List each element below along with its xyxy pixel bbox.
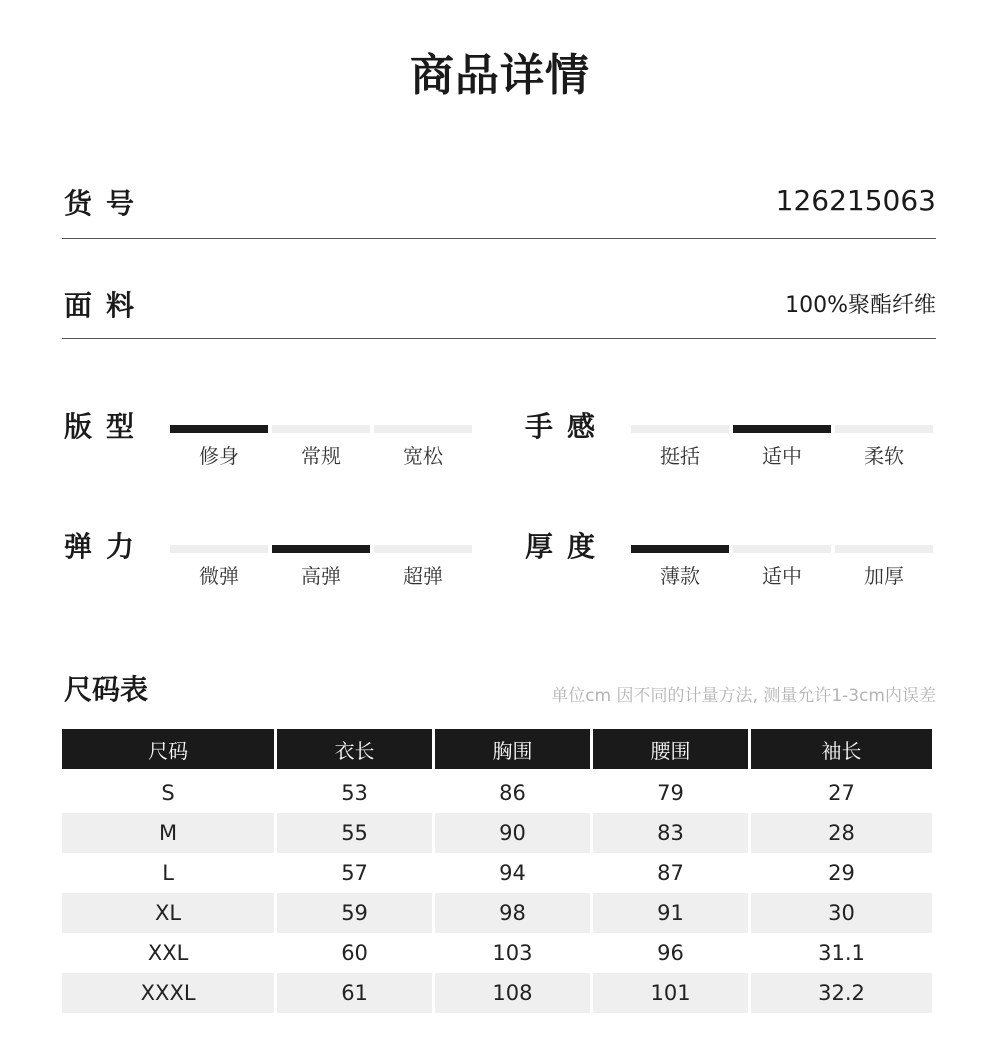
scale-segment <box>733 425 831 433</box>
attr-thickness <box>523 530 943 600</box>
table-header-row <box>62 729 932 769</box>
table-cell: 27 <box>828 781 855 805</box>
table-cell: 83 <box>593 813 748 853</box>
attr-label: 手感 <box>525 410 610 443</box>
table-cell: 30 <box>751 893 932 933</box>
sku-row <box>62 172 936 239</box>
table-cell: 61 <box>277 973 432 1013</box>
scale-segment <box>170 425 268 433</box>
size-chart-title: 尺码表 <box>64 673 149 706</box>
table-cell: 29 <box>828 861 855 885</box>
scale-option-label: 宽松 <box>403 444 443 468</box>
table-cell: 101 <box>593 973 748 1013</box>
scale-option-label: 适中 <box>762 444 802 468</box>
attr-elasticity <box>62 530 482 600</box>
scale-segment <box>631 545 729 553</box>
table-cell: 98 <box>435 893 590 933</box>
fabric-value: 100%聚酯纤维 <box>785 293 936 318</box>
table-cell: 94 <box>499 861 526 885</box>
sku-label: 货号 <box>64 187 149 220</box>
table-cell: 32.2 <box>751 973 932 1013</box>
column-header: 胸围 <box>435 729 590 769</box>
table-cell: 28 <box>751 813 932 853</box>
table-cell: XL <box>62 893 274 933</box>
table-cell: M <box>62 813 274 853</box>
attr-scale <box>631 545 936 605</box>
scale-segment <box>272 545 370 553</box>
scale-option-label: 适中 <box>762 564 802 588</box>
table-cell: 90 <box>435 813 590 853</box>
table-row <box>62 813 932 853</box>
table-cell: 55 <box>277 813 432 853</box>
table-cell: 91 <box>593 893 748 933</box>
scale-option-label: 柔软 <box>864 444 904 468</box>
table-row <box>62 973 932 1013</box>
scale-option-label: 加厚 <box>864 564 904 588</box>
page-title: 商品详情 <box>410 50 590 101</box>
table-cell: 60 <box>341 941 368 965</box>
fabric-label: 面料 <box>64 289 149 322</box>
scale-option-label: 超弹 <box>403 564 443 588</box>
table-cell: 59 <box>277 893 432 933</box>
column-header: 尺码 <box>62 729 274 769</box>
table-row <box>62 853 932 893</box>
scale-option-label: 挺括 <box>660 444 700 468</box>
table-cell: 57 <box>341 861 368 885</box>
attr-scale <box>170 425 475 485</box>
table-cell: 87 <box>657 861 684 885</box>
table-cell: 103 <box>492 941 533 965</box>
attr-label: 厚度 <box>525 530 610 563</box>
table-cell: 108 <box>435 973 590 1013</box>
scale-segment <box>631 425 729 433</box>
scale-option-label: 常规 <box>301 444 341 468</box>
table-cell: XXXL <box>62 973 274 1013</box>
scale-segment <box>733 545 831 553</box>
scale-option-label: 薄款 <box>660 564 700 588</box>
column-header: 袖长 <box>751 729 932 769</box>
column-header: 腰围 <box>593 729 748 769</box>
size-table <box>59 729 935 1013</box>
attr-label: 版型 <box>64 410 149 443</box>
table-row <box>62 893 932 933</box>
attr-scale <box>170 545 475 605</box>
size-chart-note: 单位cm 因不同的计量方法, 测量允许1-3cm内误差 <box>551 686 936 706</box>
scale-segment <box>835 545 933 553</box>
scale-segment <box>374 425 472 433</box>
attr-fit <box>62 410 482 480</box>
fabric-row <box>62 272 936 339</box>
table-cell: 53 <box>341 781 368 805</box>
scale-segment <box>374 545 472 553</box>
scale-option-label: 修身 <box>199 444 239 468</box>
attr-label: 弹力 <box>64 530 149 563</box>
scale-option-label: 高弹 <box>301 564 341 588</box>
table-cell: 86 <box>499 781 526 805</box>
scale-segment <box>835 425 933 433</box>
sku-value: 126215063 <box>775 184 936 217</box>
table-cell: 79 <box>657 781 684 805</box>
table-row <box>62 933 932 973</box>
table-cell: S <box>161 781 175 805</box>
scale-option-label: 微弹 <box>199 564 239 588</box>
table-cell: XXL <box>147 941 189 965</box>
scale-segment <box>170 545 268 553</box>
attr-hand-feel <box>523 410 943 480</box>
table-row <box>62 769 932 813</box>
table-cell: 31.1 <box>818 941 865 965</box>
attr-scale <box>631 425 936 485</box>
table-cell: L <box>162 861 174 885</box>
column-header: 衣长 <box>277 729 432 769</box>
table-cell: 96 <box>657 941 684 965</box>
scale-segment <box>272 425 370 433</box>
